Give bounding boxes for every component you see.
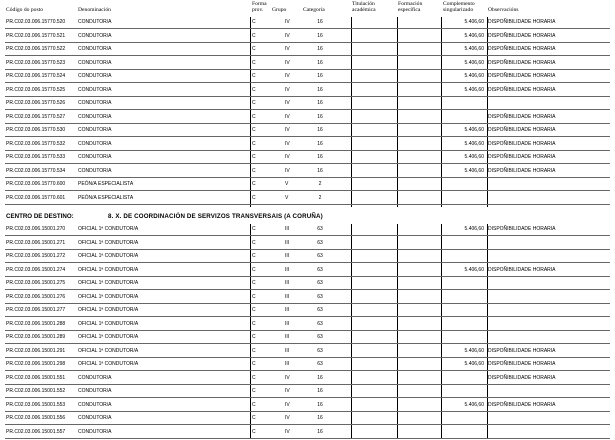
row-underline bbox=[5, 69, 610, 70]
post-denomination: OFICIAL 1ª CONDUTOR/A bbox=[78, 334, 138, 341]
provision-form: C bbox=[252, 226, 256, 233]
observations-value: DISPOÑIBILIDADE HORARIA bbox=[488, 73, 556, 80]
post-denomination: CONDUTOR/A bbox=[78, 46, 112, 53]
table-row bbox=[0, 427, 615, 440]
category-value: 16 bbox=[312, 60, 328, 67]
post-denomination: OFICIAL 1ª CONDUTOR/A bbox=[78, 321, 138, 328]
post-code: PR.C02.03.006.15770.522 bbox=[6, 46, 65, 53]
provision-form: C bbox=[252, 280, 256, 287]
table-row bbox=[0, 265, 615, 279]
table-row bbox=[0, 413, 615, 427]
category-value: 16 bbox=[312, 100, 328, 107]
provision-form: C bbox=[252, 114, 256, 121]
row-underline bbox=[5, 343, 610, 344]
provision-form: C bbox=[252, 429, 256, 436]
row-underline bbox=[5, 316, 610, 317]
header-complemento-line1: Complemento bbox=[443, 1, 475, 7]
post-code: PR.C02.03.006.15770.532 bbox=[6, 141, 65, 148]
post-denomination: CONDUTOR/A bbox=[78, 375, 112, 382]
row-underline bbox=[5, 55, 610, 56]
complement-value: 5.406,60 bbox=[434, 402, 484, 409]
post-code: PR.C02.03.006.15001.557 bbox=[6, 429, 65, 436]
complement-value: 5.406,60 bbox=[434, 127, 484, 134]
row-underline bbox=[5, 249, 610, 250]
post-code: PR.C02.03.006.15001.289 bbox=[6, 334, 65, 341]
category-value: 63 bbox=[312, 348, 328, 355]
group-value: III bbox=[285, 361, 289, 368]
category-value: 63 bbox=[312, 267, 328, 274]
table-row bbox=[0, 292, 615, 306]
provision-form: C bbox=[252, 307, 256, 314]
category-value: 16 bbox=[312, 429, 328, 436]
post-code: PR.C02.03.006.15770.520 bbox=[6, 19, 65, 26]
table-row bbox=[0, 278, 615, 292]
post-denomination: CONDUTOR/A bbox=[78, 154, 112, 161]
group-value: IV bbox=[285, 60, 290, 67]
header-categoria: Categoría bbox=[303, 7, 325, 13]
provision-form: C bbox=[252, 60, 256, 67]
table-row bbox=[0, 238, 615, 252]
post-denomination: OFICIAL 1ª CONDUTOR/A bbox=[78, 226, 138, 233]
provision-form: C bbox=[252, 46, 256, 53]
group-value: III bbox=[285, 240, 289, 247]
complement-value: 5.406,60 bbox=[434, 73, 484, 80]
observations-value: DISPOÑIBILIDADE HORARIA bbox=[488, 154, 556, 161]
table-row bbox=[0, 251, 615, 265]
category-value: 63 bbox=[312, 294, 328, 301]
observations-value: DISPOÑIBILIDADE HORARIA bbox=[488, 168, 556, 175]
observations-value: DISPOÑIBILIDADE HORARIA bbox=[488, 402, 556, 409]
observations-value: DISPOÑIBILIDADE HORARIA bbox=[488, 348, 556, 355]
table-row bbox=[0, 373, 615, 387]
table-row bbox=[0, 71, 615, 85]
provision-form: C bbox=[252, 402, 256, 409]
provision-form: C bbox=[252, 294, 256, 301]
category-value: 2 bbox=[312, 195, 328, 202]
group-value: IV bbox=[285, 33, 290, 40]
row-underline bbox=[5, 204, 610, 205]
post-code: PR.C02.03.006.15770.601 bbox=[6, 195, 65, 202]
category-value: 63 bbox=[312, 334, 328, 341]
category-value: 16 bbox=[312, 87, 328, 94]
complement-value: 5.406,60 bbox=[434, 154, 484, 161]
post-code: PR.C02.03.006.15001.275 bbox=[6, 280, 65, 287]
destination-center-label: CENTRO DE DESTINO: bbox=[6, 213, 74, 221]
provision-form: C bbox=[252, 73, 256, 80]
post-denomination: CONDUTOR/A bbox=[78, 114, 112, 121]
category-value: 16 bbox=[312, 154, 328, 161]
category-value: 16 bbox=[312, 19, 328, 26]
header-formacion-line2: específica bbox=[398, 7, 420, 13]
complement-value: 5.406,60 bbox=[434, 87, 484, 94]
post-denomination: CONDUTOR/A bbox=[78, 168, 112, 175]
category-value: 16 bbox=[312, 415, 328, 422]
post-code: PR.C02.03.006.15001.298 bbox=[6, 361, 65, 368]
header-complemento-line2: singularizado bbox=[443, 7, 473, 13]
row-underline bbox=[5, 397, 610, 398]
observations-value: DISPOÑIBILIDADE HORARIA bbox=[488, 361, 556, 368]
header-grupo: Grupo bbox=[272, 7, 286, 13]
category-value: 16 bbox=[312, 141, 328, 148]
post-code: PR.C02.03.006.15001.556 bbox=[6, 415, 65, 422]
complement-value: 5.406,60 bbox=[434, 226, 484, 233]
post-code: PR.C02.03.006.15001.288 bbox=[6, 321, 65, 328]
category-value: 16 bbox=[312, 114, 328, 121]
observations-value: DISPOÑIBILIDADE HORARIA bbox=[488, 375, 556, 382]
table-row bbox=[0, 125, 615, 139]
table-row bbox=[0, 224, 615, 238]
post-denomination: CONDUTOR/A bbox=[78, 19, 112, 26]
category-value: 16 bbox=[312, 402, 328, 409]
category-value: 16 bbox=[312, 73, 328, 80]
post-denomination: OFICIAL 1ª CONDUTOR/A bbox=[78, 294, 138, 301]
header-forma-line2: prov. bbox=[252, 7, 263, 13]
row-underline bbox=[5, 42, 610, 43]
group-value: IV bbox=[285, 19, 290, 26]
post-code: PR.C02.03.006.15001.270 bbox=[6, 226, 65, 233]
table-row bbox=[0, 319, 615, 333]
complement-value: 5.406,60 bbox=[434, 33, 484, 40]
category-value: 16 bbox=[312, 33, 328, 40]
post-code: PR.C02.03.006.15001.276 bbox=[6, 294, 65, 301]
table-row bbox=[0, 193, 615, 207]
category-value: 16 bbox=[312, 388, 328, 395]
post-denomination: CONDUTOR/A bbox=[78, 402, 112, 409]
provision-form: C bbox=[252, 375, 256, 382]
provision-form: C bbox=[252, 127, 256, 134]
table-row bbox=[0, 44, 615, 58]
table-row bbox=[0, 359, 615, 373]
row-underline bbox=[5, 370, 610, 371]
row-underline bbox=[5, 276, 610, 277]
provision-form: C bbox=[252, 33, 256, 40]
table-row bbox=[0, 31, 615, 45]
table-row bbox=[0, 166, 615, 180]
complement-value: 5.406,60 bbox=[434, 361, 484, 368]
category-value: 16 bbox=[312, 375, 328, 382]
row-underline bbox=[5, 123, 610, 124]
row-underline bbox=[5, 384, 610, 385]
table-row bbox=[0, 346, 615, 360]
complement-value: 5.406,60 bbox=[434, 60, 484, 67]
post-code: PR.C02.03.006.15001.274 bbox=[6, 267, 65, 274]
complement-value: 5.406,60 bbox=[434, 19, 484, 26]
row-underline bbox=[5, 28, 610, 29]
post-code: PR.C02.03.006.15001.291 bbox=[6, 348, 65, 355]
group-value: V bbox=[285, 195, 288, 202]
group-value: IV bbox=[285, 114, 290, 121]
provision-form: C bbox=[252, 181, 256, 188]
observations-value: DISPOÑIBILIDADE HORARIA bbox=[488, 87, 556, 94]
post-denomination: OFICIAL 1ª CONDUTOR/A bbox=[78, 267, 138, 274]
post-denomination: OFICIAL 1ª CONDUTOR/A bbox=[78, 240, 138, 247]
post-code: PR.C02.03.006.15001.271 bbox=[6, 240, 65, 247]
provision-form: C bbox=[252, 141, 256, 148]
post-code: PR.C02.03.006.15770.533 bbox=[6, 154, 65, 161]
group-value: III bbox=[285, 321, 289, 328]
complement-value: 5.406,60 bbox=[434, 267, 484, 274]
post-code: PR.C02.03.006.15001.552 bbox=[6, 388, 65, 395]
category-value: 2 bbox=[312, 181, 328, 188]
complement-value: 5.406,60 bbox=[434, 168, 484, 175]
group-value: IV bbox=[285, 429, 290, 436]
group-value: IV bbox=[285, 87, 290, 94]
post-code: PR.C02.03.006.15770.521 bbox=[6, 33, 65, 40]
group-value: III bbox=[285, 280, 289, 287]
post-code: PR.C02.03.006.15770.526 bbox=[6, 100, 65, 107]
group-value: IV bbox=[285, 127, 290, 134]
header-observacions: Observacións bbox=[488, 7, 518, 13]
category-value: 16 bbox=[312, 46, 328, 53]
complement-value: 5.406,60 bbox=[434, 141, 484, 148]
observations-value: DISPOÑIBILIDADE HORARIA bbox=[488, 114, 556, 121]
observations-value: DISPOÑIBILIDADE HORARIA bbox=[488, 60, 556, 67]
group-value: III bbox=[285, 226, 289, 233]
provision-form: C bbox=[252, 253, 256, 260]
destination-center-value: 8. X. DE COORDINACIÓN DE SERVIZOS TRANSVERSAIS (A CORUÑA) bbox=[108, 213, 323, 221]
category-value: 63 bbox=[312, 226, 328, 233]
post-denomination: CONDUTOR/A bbox=[78, 388, 112, 395]
group-value: III bbox=[285, 253, 289, 260]
group-value: IV bbox=[285, 375, 290, 382]
post-code: PR.C02.03.006.15770.534 bbox=[6, 168, 65, 175]
provision-form: C bbox=[252, 168, 256, 175]
provision-form: C bbox=[252, 240, 256, 247]
post-code: PR.C02.03.006.15770.525 bbox=[6, 87, 65, 94]
post-denomination: PEÓN/A ESPECIALISTA bbox=[78, 195, 133, 202]
category-value: 16 bbox=[312, 168, 328, 175]
category-value: 63 bbox=[312, 280, 328, 287]
category-value: 63 bbox=[312, 240, 328, 247]
group-value: IV bbox=[285, 73, 290, 80]
post-denomination: CONDUTOR/A bbox=[78, 100, 112, 107]
row-underline bbox=[5, 411, 610, 412]
category-value: 16 bbox=[312, 127, 328, 134]
observations-value: DISPOÑIBILIDADE HORARIA bbox=[488, 226, 556, 233]
observations-value: DISPOÑIBILIDADE HORARIA bbox=[488, 46, 556, 53]
post-denomination: CONDUTOR/A bbox=[78, 73, 112, 80]
row-underline bbox=[5, 190, 610, 191]
post-denomination: CONDUTOR/A bbox=[78, 415, 112, 422]
post-code: PR.C02.03.006.15770.523 bbox=[6, 60, 65, 67]
row-underline bbox=[5, 303, 610, 304]
provision-form: C bbox=[252, 195, 256, 202]
post-denomination: OFICIAL 1ª CONDUTOR/A bbox=[78, 307, 138, 314]
header-formacion-line1: Formación bbox=[398, 1, 422, 7]
post-denomination: CONDUTOR/A bbox=[78, 33, 112, 40]
group-value: III bbox=[285, 348, 289, 355]
provision-form: C bbox=[252, 87, 256, 94]
complement-value: 5.406,60 bbox=[434, 348, 484, 355]
group-value: III bbox=[285, 307, 289, 314]
group-value: IV bbox=[285, 388, 290, 395]
provision-form: C bbox=[252, 388, 256, 395]
table-row bbox=[0, 85, 615, 99]
post-code: PR.C02.03.006.15770.527 bbox=[6, 114, 65, 121]
table-row bbox=[0, 400, 615, 414]
post-denomination: OFICIAL 1ª CONDUTOR/A bbox=[78, 361, 138, 368]
table-row bbox=[0, 58, 615, 72]
header-denominacion: Denominación bbox=[78, 7, 111, 13]
provision-form: C bbox=[252, 19, 256, 26]
row-underline bbox=[5, 289, 610, 290]
row-underline bbox=[5, 136, 610, 137]
provision-form: C bbox=[252, 267, 256, 274]
row-underline bbox=[5, 96, 610, 97]
post-denomination: OFICIAL 1ª CONDUTOR/A bbox=[78, 253, 138, 260]
row-underline bbox=[5, 424, 610, 425]
group-value: IV bbox=[285, 415, 290, 422]
post-code: PR.C02.03.006.15770.600 bbox=[6, 181, 65, 188]
row-underline bbox=[5, 262, 610, 263]
header-codigo: Código do posto bbox=[6, 7, 43, 13]
post-code: PR.C02.03.006.15001.551 bbox=[6, 375, 65, 382]
group-value: IV bbox=[285, 46, 290, 53]
observations-value: DISPOÑIBILIDADE HORARIA bbox=[488, 267, 556, 274]
table-row bbox=[0, 139, 615, 153]
row-underline bbox=[5, 109, 610, 110]
group-value: IV bbox=[285, 141, 290, 148]
category-value: 63 bbox=[312, 307, 328, 314]
provision-form: C bbox=[252, 415, 256, 422]
group-value: V bbox=[285, 181, 288, 188]
post-code: PR.C02.03.006.15001.272 bbox=[6, 253, 65, 260]
category-value: 63 bbox=[312, 361, 328, 368]
post-code: PR.C02.03.006.15001.277 bbox=[6, 307, 65, 314]
group-value: III bbox=[285, 267, 289, 274]
group-value: IV bbox=[285, 154, 290, 161]
observations-value: DISPOÑIBILIDADE HORARIA bbox=[488, 141, 556, 148]
header-titulacion-line2: académica bbox=[352, 7, 376, 13]
table-row bbox=[0, 305, 615, 319]
post-denomination: CONDUTOR/A bbox=[78, 429, 112, 436]
post-denomination: CONDUTOR/A bbox=[78, 127, 112, 134]
table-row bbox=[0, 112, 615, 126]
post-denomination: OFICIAL 1ª CONDUTOR/A bbox=[78, 348, 138, 355]
table-row bbox=[0, 386, 615, 400]
provision-form: C bbox=[252, 154, 256, 161]
provision-form: C bbox=[252, 100, 256, 107]
group-value: III bbox=[285, 294, 289, 301]
post-denomination: CONDUTOR/A bbox=[78, 87, 112, 94]
header-forma-line1: Forma bbox=[252, 1, 267, 7]
post-denomination: OFICIAL 1ª CONDUTOR/A bbox=[78, 280, 138, 287]
destination-center-heading bbox=[0, 212, 615, 222]
category-value: 63 bbox=[312, 253, 328, 260]
row-underline bbox=[5, 330, 610, 331]
row-underline bbox=[5, 357, 610, 358]
post-denomination: PEÓN/A ESPECIALISTA bbox=[78, 181, 133, 188]
row-underline bbox=[5, 150, 610, 151]
group-value: IV bbox=[285, 168, 290, 175]
post-denomination: CONDUTOR/A bbox=[78, 141, 112, 148]
row-underline bbox=[5, 82, 610, 83]
table-row bbox=[0, 152, 615, 166]
table-row bbox=[0, 179, 615, 193]
table-row bbox=[0, 332, 615, 346]
provision-form: C bbox=[252, 321, 256, 328]
provision-form: C bbox=[252, 361, 256, 368]
row-underline bbox=[5, 235, 610, 236]
table-row bbox=[0, 17, 615, 31]
observations-value: DISPOÑIBILIDADE HORARIA bbox=[488, 127, 556, 134]
post-code: PR.C02.03.006.15001.553 bbox=[6, 402, 65, 409]
group-value: III bbox=[285, 334, 289, 341]
group-value: IV bbox=[285, 402, 290, 409]
observations-value: DISPOÑIBILIDADE HORARIA bbox=[488, 33, 556, 40]
provision-form: C bbox=[252, 348, 256, 355]
table-row bbox=[0, 98, 615, 112]
row-underline bbox=[5, 177, 610, 178]
row-underline bbox=[5, 163, 610, 164]
provision-form: C bbox=[252, 334, 256, 341]
post-code: PR.C02.03.006.15770.524 bbox=[6, 73, 65, 80]
observations-value: DISPOÑIBILIDADE HORARIA bbox=[488, 19, 556, 26]
header-titulacion-line1: Titulación bbox=[352, 1, 375, 7]
group-value: IV bbox=[285, 100, 290, 107]
post-denomination: CONDUTOR/A bbox=[78, 60, 112, 67]
post-code: PR.C02.03.006.15770.530 bbox=[6, 127, 65, 134]
category-value: 63 bbox=[312, 321, 328, 328]
complement-value: 5.406,60 bbox=[434, 46, 484, 53]
